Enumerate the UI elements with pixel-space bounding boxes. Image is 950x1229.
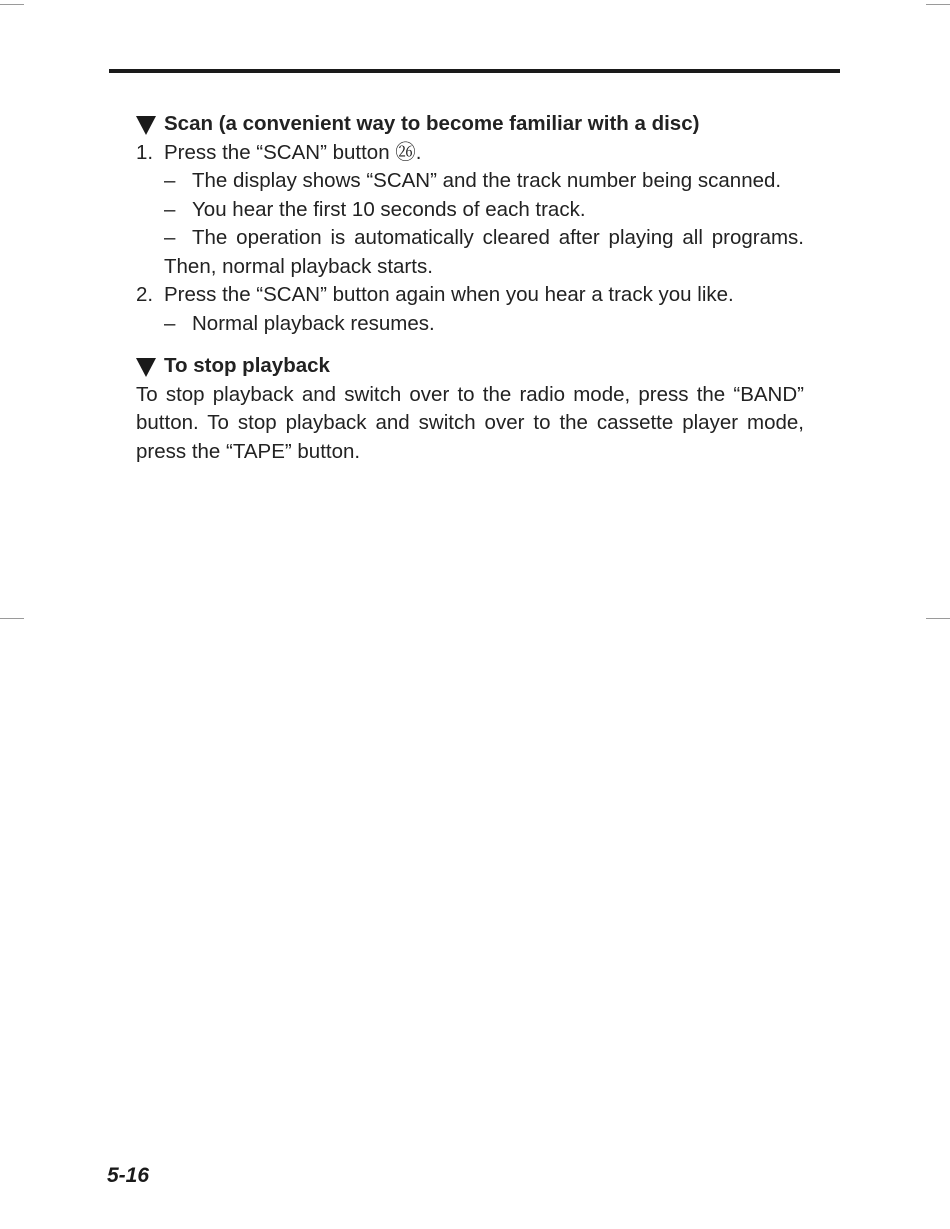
section-heading-scan: [136, 110, 804, 139]
step-text: Press the “SCAN” button ㉖.: [164, 140, 422, 164]
list-item: [136, 224, 804, 281]
dash-bullet: –: [164, 197, 176, 221]
dash-bullet: –: [164, 226, 176, 249]
triangle-bullet-icon: [136, 358, 156, 377]
section-heading-stop: [136, 352, 804, 381]
list-item: [136, 167, 804, 196]
page-number: 5-16: [107, 1164, 150, 1187]
bullet-text: The display shows “SCAN” and the track number being scanned.: [192, 169, 782, 192]
crop-mark: [0, 4, 24, 5]
bullet-text: You hear the first 10 seconds of each track.: [192, 197, 586, 221]
step-number: 1.: [136, 140, 154, 164]
heading-text: Scan (a convenient way to become familiar with a disc): [164, 112, 700, 135]
body-paragraph: To stop playback and switch over to the radio mode, press the “BAND” button. To stop playback and switch over to the cassette player mode, press the “TAPE” button.: [136, 382, 804, 463]
dash-bullet: –: [164, 169, 176, 192]
step-2: [136, 281, 804, 310]
page-content: [136, 110, 804, 466]
step-1: [136, 139, 804, 168]
dash-bullet: –: [164, 311, 176, 335]
list-item: [136, 196, 804, 225]
crop-mark: [926, 618, 950, 619]
step-number: 2.: [136, 283, 154, 306]
crop-mark: [926, 4, 950, 5]
heading-text: To stop playback: [164, 354, 330, 377]
crop-mark: [0, 618, 24, 619]
bullet-text: The operation is automatically cleared after playing all programs. Then, normal playback starts.: [164, 226, 804, 278]
triangle-bullet-icon: [136, 116, 156, 135]
step-text: Press the “SCAN” button again when you hear a track you like.: [164, 283, 734, 306]
list-item: [136, 310, 804, 339]
top-rule: [109, 69, 840, 73]
bullet-text: Normal playback resumes.: [192, 311, 435, 335]
